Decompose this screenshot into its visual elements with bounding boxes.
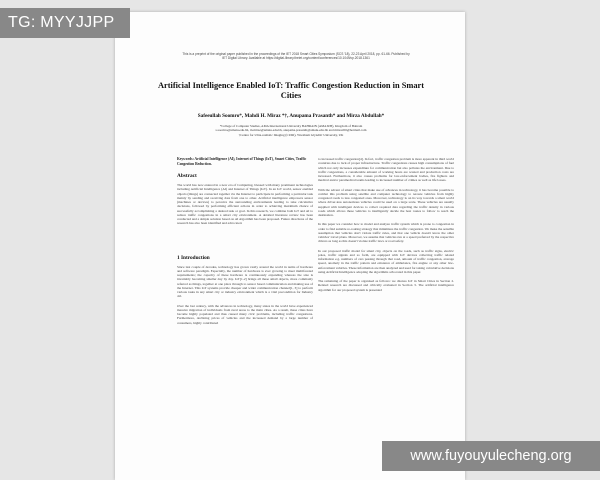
- body-paragraph: to increased traffic congestion[4]. In fact, traffic congestion problem is more apparent in third world countries due to lack of proper infrastructure. Traffic congestions causes high consumptions of fuel which not only increases expenditure for communication but also pollutes the environment. Due to traffic congestions, a considerable amount of working hours are wasted and production costs are increased. Furthermore, it also causes problems for law-enforcement bodies, fire fighters and medical and/or paramedical teams leading to increased number of crimes as well as life losses.: [318, 157, 454, 183]
- body-paragraph: In this paper we consider how to model and analyze traffic system which is prone to congestion in order to find suitable re-routing strategy that minimizes the traffic congestion. We make the sensible assumption that vehicles don't violate traffic rules, and that one vehicle doesn't know the other vehicles' travel plans. Moreover, we assume that vehicles run at a speed preferred by the respective drivers as long as this doesn't violate traffic laws or road safety.: [318, 222, 454, 244]
- paper-authors: Safeeullah Soomro*, Mahdi H. Miraz *†, Anupama Prasanth* and Mirza Abdullah*: [197, 113, 385, 119]
- watermark-bottom-right: www.fuyouyulecheng.org: [382, 441, 600, 471]
- body-paragraph: In our proposed traffic model for smart city, objects on the roads, such as traffic signs, electric poles, traffic signals and so forth, are equipped with IoT devices collecting traffic related information e.g. numbers of cars passing through that road, amount of traffic congestion, average speed, anomaly in the traffic pattern and existence of ambulance, fire engine or any other law-enforcement vehicles. These information are then analyzed and used for taking calculative decisions using Artificial Intelligence adopting the algorithms advocated in this paper.: [318, 248, 454, 274]
- intro-paragraph: Since last couple of decades, technology has grown vastly around the world in terms of hardware and software paradigm. Especially, the number of hardware is ever growing to meet multifaceted requirements; the capacity of these hardware is continuously expanding whereas the size is invariably becoming smaller day by day. IoT[1-2] brings all these small objects, more commonly referred as things, together at one place through to sensor based communication and making use of the Internet. This IoT systems provide cheaper and wider communication channel[1, 3] to perform various tasks in any smart city or industry environment which is a vital precondition for Industry 4.0.: [177, 264, 313, 299]
- right-column: [318, 157, 454, 297]
- intro-paragraph: Over the last century, with the advances in technology, many states in the world have experienced massive migration of individuals from rural areas to the main cities. As a result, these cities have become highly populated and thus caused many civic problems, including traffic congestions. Furthermore, declining prices of vehicles and the increased demand by a large number of consumers, highly contributed: [177, 303, 313, 325]
- body-paragraph: The remaining of the paper is organised as follows: we discuss IoT in Smart Cities in Section 2. Related research are discussed and critically evaluated in Section 3. The artificial intelligence algorithm for our proposed system is presented: [318, 279, 454, 292]
- affiliation-line: *College of Computer Studies, AMA International University BAHRAIN (AMAIUB), Kingdom of Bahrain: [219, 124, 363, 128]
- affiliation-emails: s.soomro@amaiu.edu.bh, m.miraz@amaiu.edu.bh, anupama.prasanth@amaiu.edu.bh and mirza456@hotmail.com: [215, 128, 367, 133]
- affiliation-line: †Centre for Ultra-realistic Imaging (CURI), Wrexham Glyndŵr University, UK: [238, 132, 344, 137]
- section-heading-introduction: 1 Introduction: [177, 254, 210, 261]
- body-paragraph: With the advent of smart cities that make use of advances in technology, it has become possible to combat this problem using satellite and computer technology to reroute vehicles from highly congested roads to less congested ones. Moreover, technology is on its way towards a smart world where driver-less autonomous vehicles could be used on a large scale. These vehicles are usually supplied with intelligent devices to collect required data regarding the traffic density in various roads which allows these vehicles to intelligently decide the best routes to follow to reach the destination.: [318, 187, 454, 217]
- left-column: [177, 157, 313, 330]
- paper-title: Artificial Intelligence Enabled IoT: Traffic Congestion Reduction in Smart Cities: [157, 81, 425, 100]
- preprint-notice: This is a preprint of the original paper published in the proceedings of the IET 2018 Smart Cities Symposium (SCS '18), 22-23 April 2018, pp. 61-66. Published by IET Digital Library. Available at https://digital-library.theiet.org/content/conferences/10.1049/cp.2018.1361: [182, 52, 410, 61]
- column-spacer: [177, 231, 313, 255]
- abstract-heading: Abstract: [177, 173, 197, 180]
- watermark-top-left: TG: MYYJJPP: [0, 8, 130, 38]
- abstract-text: The world has now entered in a new era of Computing, blessed with many prominent technologies including Artificial Intelligence (AI) and Internet of Things (IoT). In an IoT world, sensor enabled objects (things) are connected together via the Internet to participate in performing a particular task mainly by sending and receiving data from one to other. Artificial intelligence empowers sensor (machines or devices) to perceive the surrounding environments leading to take calculative decisions, followed by performing efficient actions in order to achieving maximum chance of successfully accomplishing a desired task or goal. In this research, we combine both IoT and AI to reduce traffic congestions in a smart city environment. A detailed literature review has been conducted and a simple solution based on AI Algorithm has been proposed. Future directions of the research has also been identified and advocated.: [177, 183, 313, 226]
- paper-page: [115, 12, 465, 480]
- affiliations: [155, 124, 427, 137]
- keywords: Keywords: Artificial Intelligence (AI), Internet of Things (IoT), Smart Cities, Traffic Congestion Reduction.: [177, 157, 307, 166]
